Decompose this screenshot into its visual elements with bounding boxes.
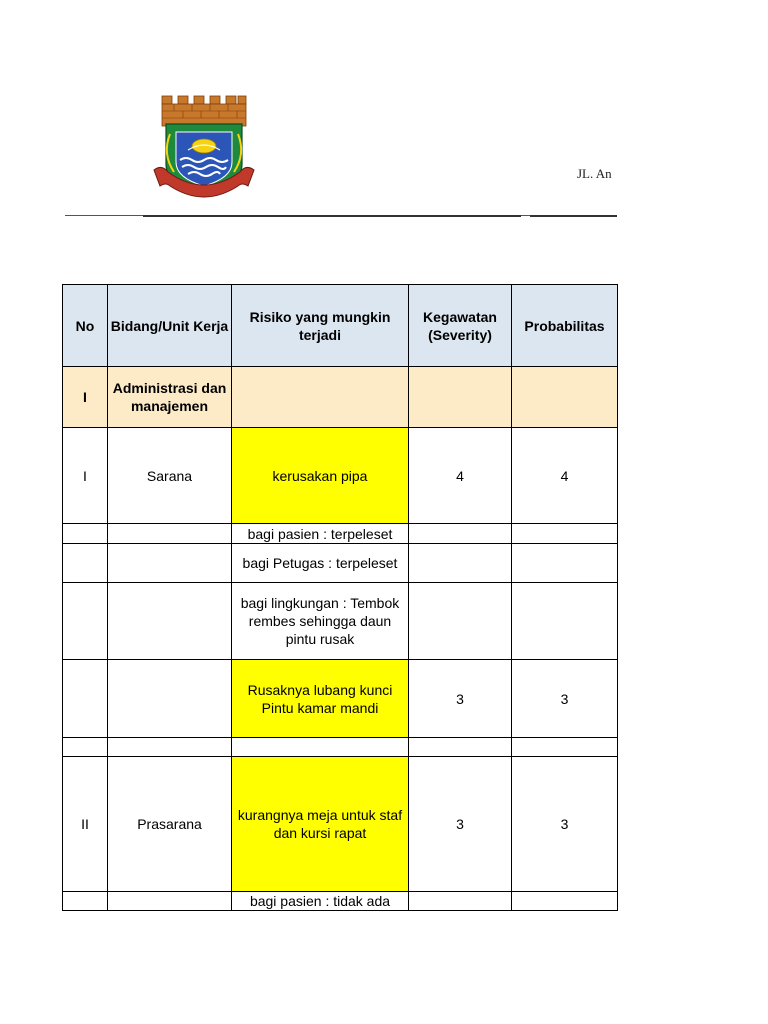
cell-severity: 3 — [409, 660, 512, 738]
table-row — [63, 428, 618, 524]
cell-probability — [512, 892, 618, 911]
cell-risk: bagi pasien : tidak ada — [232, 892, 409, 911]
table-row-section — [63, 367, 618, 428]
cell-risk: bagi pasien : terpeleset — [232, 524, 409, 544]
cell-risk: kerusakan pipa — [232, 428, 409, 524]
cell-probability: 3 — [512, 757, 618, 892]
cell-unit: Administrasi dan manajemen — [108, 367, 232, 428]
cell-risk: kurangnya meja untuk staf dan kursi rapat — [232, 757, 409, 892]
cell-no — [63, 660, 108, 738]
column-header-no: No — [63, 285, 108, 367]
table-row — [63, 660, 618, 738]
column-header-unit: Bidang/Unit Kerja — [108, 285, 232, 367]
cell-probability — [512, 544, 618, 583]
cell-no: I — [63, 367, 108, 428]
risk-assessment-table — [62, 284, 618, 911]
table-row — [63, 544, 618, 583]
header-divider-thick-right — [530, 215, 617, 217]
cell-unit — [108, 892, 232, 911]
cell-severity — [409, 583, 512, 660]
cell-severity — [409, 367, 512, 428]
cell-severity — [409, 524, 512, 544]
cell-probability: 3 — [512, 660, 618, 738]
cell-no — [63, 738, 108, 757]
cell-no: I — [63, 428, 108, 524]
cell-risk — [232, 367, 409, 428]
cell-unit — [108, 544, 232, 583]
address-line: JL. An — [577, 166, 612, 181]
column-header-severity: Kegawatan (Severity) — [409, 285, 512, 367]
table-header-row — [63, 285, 618, 367]
cell-severity: 3 — [409, 757, 512, 892]
cell-probability — [512, 738, 618, 757]
cell-probability — [512, 367, 618, 428]
cell-unit — [108, 583, 232, 660]
table-row — [63, 757, 618, 892]
cell-probability — [512, 524, 618, 544]
cell-no — [63, 583, 108, 660]
cell-unit — [108, 660, 232, 738]
header-divider-thick-left — [143, 215, 521, 217]
cell-no — [63, 892, 108, 911]
table-row — [63, 738, 618, 757]
table-row — [63, 892, 618, 911]
table-row — [63, 583, 618, 660]
column-header-probability: Probabilitas — [512, 285, 618, 367]
cell-probability — [512, 583, 618, 660]
cell-unit: Prasarana — [108, 757, 232, 892]
cell-no — [63, 524, 108, 544]
cell-severity — [409, 738, 512, 757]
table-row — [63, 524, 618, 544]
cell-risk: bagi Petugas : terpeleset — [232, 544, 409, 583]
cell-severity — [409, 544, 512, 583]
regency-emblem-logo — [152, 94, 256, 206]
cell-risk: Rusaknya lubang kunci Pintu kamar mandi — [232, 660, 409, 738]
cell-unit: Sarana — [108, 428, 232, 524]
cell-no — [63, 544, 108, 583]
column-header-risk: Risiko yang mungkin terjadi — [232, 285, 409, 367]
cell-risk — [232, 738, 409, 757]
cell-unit — [108, 524, 232, 544]
cell-unit — [108, 738, 232, 757]
cell-probability: 4 — [512, 428, 618, 524]
cell-no: II — [63, 757, 108, 892]
cell-risk: bagi lingkungan : Tembok rembes sehingga daun pintu rusak — [232, 583, 409, 660]
cell-severity — [409, 892, 512, 911]
cell-severity: 4 — [409, 428, 512, 524]
